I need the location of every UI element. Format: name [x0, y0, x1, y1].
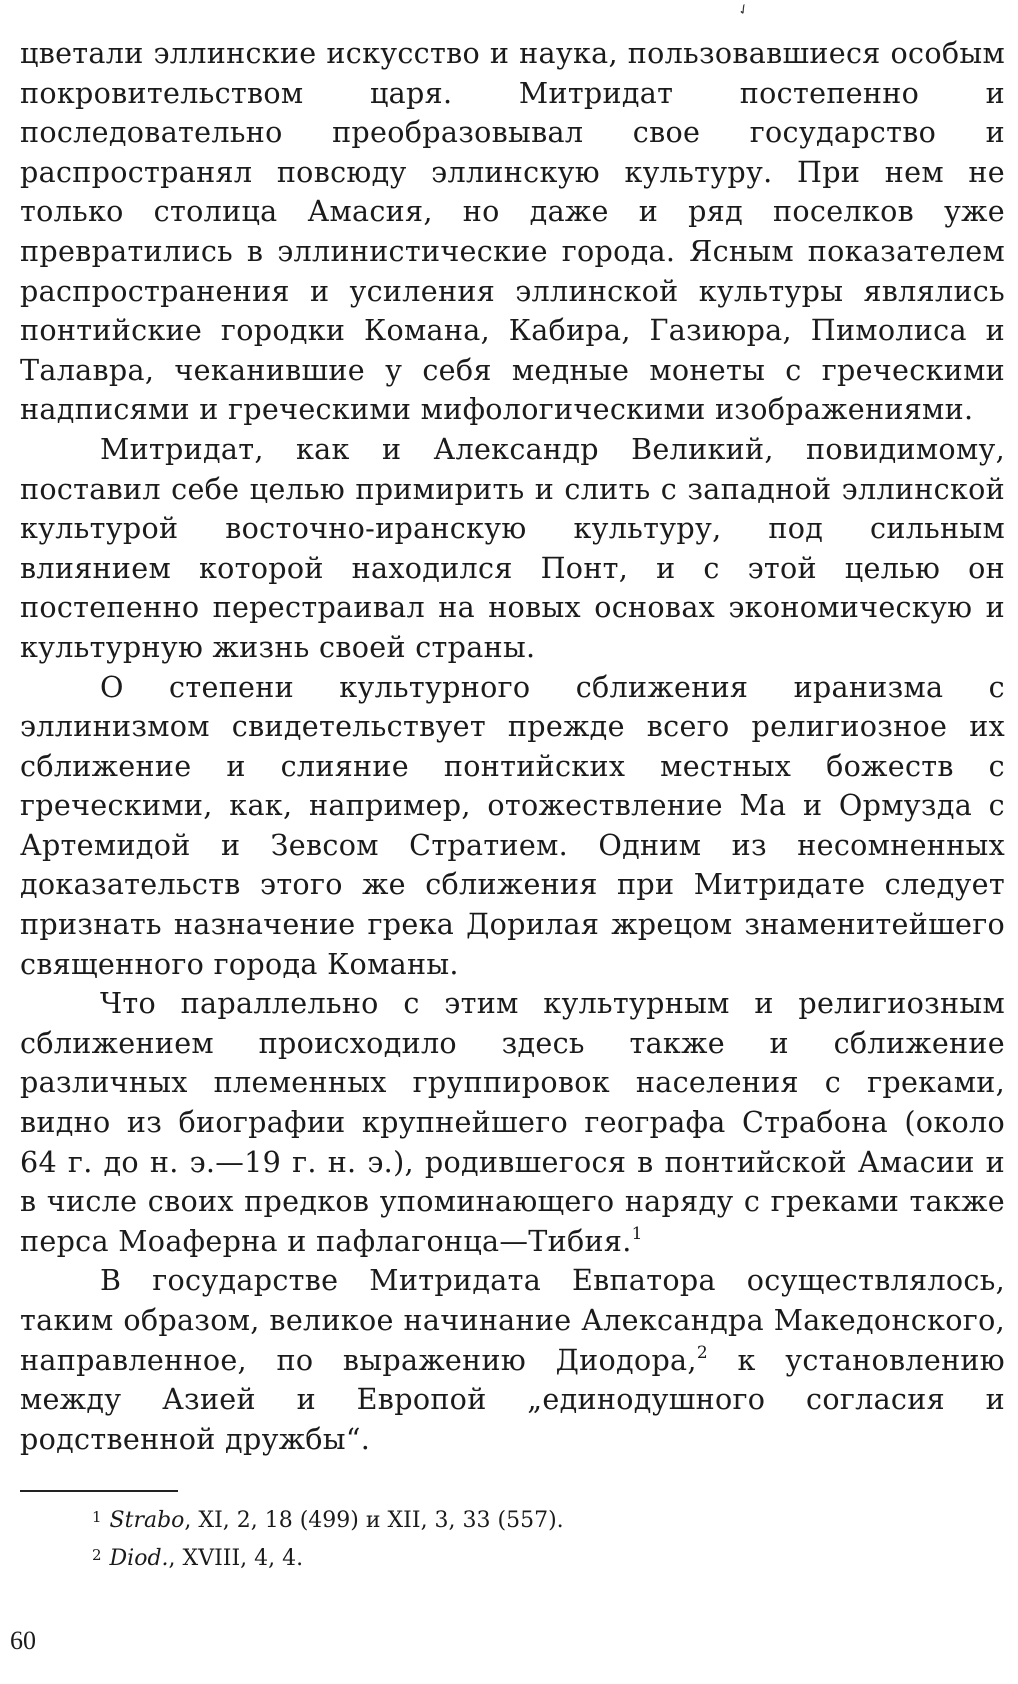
- paragraph-5-text-after: к установлению между Азией и Европой „единодушного согласия и родственной дружбы“.: [20, 1342, 1005, 1456]
- page-number: 60: [10, 1626, 36, 1655]
- footnote-1-ref: , XI, 2, 18 (499) и XII, 3, 33 (557).: [184, 1508, 564, 1533]
- stray-ink-mark: ✓: [734, 0, 753, 20]
- footnotes: [92, 1500, 992, 1576]
- paragraph-1: цветали эллинские искусство и наука, пользовавшиеся особым покровительством царя. Митридат постепенно и последовательно преобразовывал свое государство и распространял повсюду эллинскую культуру. При нем не только столица Амасия, но даже и ряд поселков уже превратились в эллинистические города. Ясным показателем распространения и усиления эллинской культуры являлись понтийские городки Комана, Кабира, Газиюра, Пимолиса и Талавра, чеканившие у себя медные монеты с греческими надписями и греческими мифологическими изображениями.: [20, 36, 1005, 427]
- paragraph-5-text-before: В государстве Митридата Евпатора осуществлялось, таким образом, великое начинание Александра Македонского, направленное, по выражению Диодора,: [20, 1263, 1005, 1377]
- paragraph-4-text: Что параллельно с этим культурным и религиозным сближением происходило здесь также и сближение различных племенных группировок населения с греками, видно из биографии крупнейшего географа Страбона (около 64 г. до н. э.—19 г. н. э.), родившегося в понтийской Амасии и в числе своих предков упоминающего наряду с греками также перса Моаферна и пафлагонца—Тибия.: [20, 986, 1005, 1258]
- footnote-2-author: Diod.: [109, 1546, 169, 1571]
- footnote-2-mark: 2: [92, 1546, 102, 1564]
- footnote-ref-1[interactable]: 1: [631, 1223, 643, 1244]
- footnote-2: [92, 1538, 992, 1576]
- footnote-1-author: Strabo: [109, 1508, 185, 1533]
- main-text: [20, 34, 1005, 1459]
- footnote-1: [92, 1500, 992, 1538]
- paragraph-3: О степени культурного сближения иранизма с эллинизмом свидетельствует прежде всего религиозное их сближение и слияние понтийских местных божеств с греческими, как, например, отожествление Ма и Ормузда с Артемидой и Зевсом Стратием. Одним из несомненных доказательств этого же сближения при Митридате следует признать назначение грека Дорилая жрецом знаменитейшего священного города Команы.: [20, 669, 1005, 981]
- footnote-ref-2[interactable]: 2: [696, 1342, 708, 1363]
- paragraph-4: [20, 984, 1005, 1261]
- footnote-1-mark: 1: [92, 1508, 102, 1526]
- paragraph-2: Митридат, как и Александр Великий, повидимому, поставил себе целью примирить и слить с западной эллинской культурой восточно-иранскую культуру, под сильным влиянием которой находился Понт, и с этой целью он постепенно перестраивал на новых основах экономическую и культурную жизнь своей страны.: [20, 431, 1005, 664]
- footnote-divider: [20, 1490, 178, 1492]
- footnote-2-ref: , XVIII, 4, 4.: [168, 1546, 304, 1571]
- paragraph-5: [20, 1261, 1005, 1459]
